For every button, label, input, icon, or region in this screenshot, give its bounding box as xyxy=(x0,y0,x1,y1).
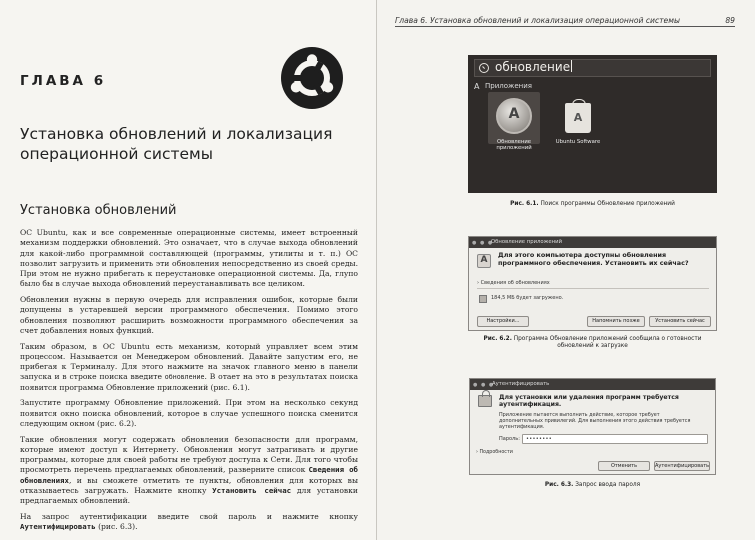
paragraph-5-part-b: , и вы сможете отметить те пункты, обновления для которых вы отказываетесь загружать. Нажмите кнопку xyxy=(20,475,358,495)
download-size-text: 184,5 МБ будет загружено. xyxy=(491,295,564,301)
ubuntu-software-glyph: A xyxy=(573,111,583,124)
password-label: Пароль: xyxy=(499,436,520,442)
paragraph-6-part-b: (рис. 6.3). xyxy=(98,522,138,531)
paragraph-6 xyxy=(20,512,358,533)
figure-6-3-caption xyxy=(469,482,716,489)
auth-dialog-titlebar[interactable] xyxy=(470,379,715,390)
update-details-expander[interactable]: › Сведения об обновлениях xyxy=(477,280,550,286)
paragraph-3 xyxy=(20,342,358,393)
figure-6-2-caption-text: Программа Обновление приложений сообщила о готовности обновлений к загрузке xyxy=(513,336,702,349)
paragraph-5-part-c: для установки предлагаемых обновлений. xyxy=(20,485,358,505)
search-icon xyxy=(479,63,489,73)
app-tile-software-updater[interactable] xyxy=(488,92,540,144)
chapter-label: ГЛАВА 6 xyxy=(20,73,107,89)
paragraph-5 xyxy=(20,435,358,507)
window-controls-icon[interactable]: ● ● ● xyxy=(472,240,494,246)
chapter-title: Установка обновлений и локализация операционной системы xyxy=(20,125,333,163)
divider xyxy=(477,288,709,289)
figure-6-3-dialog xyxy=(469,378,716,475)
figure-6-1-caption xyxy=(468,201,717,208)
dialog-titlebar[interactable] xyxy=(469,237,716,248)
figure-6-1-caption-number: Рис. 6.1. xyxy=(510,201,539,207)
package-icon xyxy=(479,295,487,303)
auth-heading: Для установки или удаления программ требуется аутентификация. xyxy=(499,394,679,409)
paragraph-5-bold-1: Сведения об обновлениях xyxy=(20,465,359,485)
body-text xyxy=(20,228,358,538)
page-number: 89 xyxy=(725,16,735,25)
right-page xyxy=(377,0,755,540)
paragraph-6-part-a: На запрос аутентификации введите свой пароль и нажмите кнопку xyxy=(20,511,358,521)
left-page xyxy=(0,0,377,540)
figure-6-2-caption xyxy=(468,336,717,350)
updater-icon xyxy=(477,254,491,268)
details-expander[interactable]: › Подробности xyxy=(476,450,513,455)
paragraph-1: ОС Ubuntu, как и все современные операционные системы, имеет встроенный механизм поддержки обновлений. Это означает, что в случае выхода обновлений для какой-либо программной составляющей (программы, утилиты и т. п.) ОС позволит загрузить и применить эти обновления непосредственно из своей среды. При этом не нужно прибегать к переустановке операционной системы. Да, глупо было бы в случае выхода обновлений переустанавливать все целиком. xyxy=(20,228,358,289)
text-cursor xyxy=(571,60,572,72)
auth-dialog-title: Аутентифицировать xyxy=(492,381,550,387)
updater-glyph: A xyxy=(480,255,488,265)
running-header-text: Глава 6. Установка обновлений и локализация операционной системы xyxy=(395,16,680,25)
dash-search-value: обновление xyxy=(495,60,571,74)
figure-6-3-caption-text: Запрос ввода пароля xyxy=(575,482,641,488)
search-term-code: обновление xyxy=(164,373,205,382)
app-label-software-updater[interactable]: Обновление приложений xyxy=(496,139,532,152)
software-updater-glyph: A xyxy=(508,106,520,122)
software-updater-icon xyxy=(496,98,532,134)
paragraph-3-part-a: Таким образом, в ОС Ubuntu есть механизм, который управляет всем этим процессом. Называется он Менеджером обновлений. Давайте запустим его, не прибегая к Терминалу. Для этого нажмите на значок главного меню в панели запуска и в строке поиска введите xyxy=(20,341,358,382)
authenticate-button[interactable]: Аутентифицировать xyxy=(655,463,710,469)
paragraph-3-part-b: . В отает на это в результатах поиска появится программа Обновление приложений (рис. 6.1). xyxy=(20,372,358,392)
cancel-button[interactable]: Отменить xyxy=(598,461,650,471)
auth-description: Приложение пытается выполнить действие, которое требует дополнительных привилегий. Для выполнения этого действия требуется аутентификация. xyxy=(499,412,691,430)
dash-search-input[interactable] xyxy=(495,60,572,74)
figure-6-2-dialog xyxy=(468,236,717,331)
section-title: Установка обновлений xyxy=(20,203,177,218)
settings-button[interactable]: Настройки... xyxy=(477,316,529,327)
apps-icon: A xyxy=(474,82,480,91)
paragraph-5-bold-2: Установить сейчас xyxy=(212,485,292,495)
remind-later-button[interactable]: Напомнить позже xyxy=(587,316,645,327)
password-input[interactable]: •••••••• xyxy=(522,434,708,444)
dialog-title: Обновление приложений xyxy=(491,239,563,245)
app-label-ubuntu-software[interactable]: Ubuntu Software xyxy=(555,139,601,145)
figure-6-1-screenshot xyxy=(468,55,717,193)
window-controls-icon[interactable]: ● ● ● xyxy=(473,382,495,388)
figure-6-3-caption-number: Рис. 6.3. xyxy=(544,482,574,488)
paragraph-4: Запустите программу Обновление приложений. При этом на несколько секунд появится окно поиска обновлений, которое в случае успешного поиска сменится следующим окном (рис. 6.2). xyxy=(20,398,358,428)
dialog-heading: Для этого компьютера доступны обновления программного обеспечения. Установить их сейчас? xyxy=(498,251,689,267)
paragraph-2: Обновления нужны в первую очередь для исправления ошибок, которые были допущены в устаревшей версии программного обеспечения. Помимо этого обновления позволяют расширить возможности программного обеспечения за счет добавления новых функций. xyxy=(20,295,358,335)
dash-search-bar[interactable] xyxy=(474,59,711,77)
lock-icon xyxy=(478,395,492,407)
paragraph-6-bold: Аутентифицировать xyxy=(20,522,96,531)
ubuntu-software-bag-icon[interactable] xyxy=(565,103,591,133)
ubuntu-logo-icon xyxy=(280,46,344,110)
figure-6-2-caption-number: Рис. 6.2. xyxy=(483,336,512,342)
figure-6-1-caption-text: Поиск программы Обновление приложений xyxy=(540,201,675,207)
category-label: Приложения xyxy=(485,82,532,90)
install-now-button[interactable]: Установить сейчас xyxy=(649,316,711,327)
paragraph-5-part-a: Такие обновления могут содержать обновления безопасности для программ, которые имеют доступ к Интернету. Обновления могут затрагивать и другие программы, которые для своей работы не требуют доступа к Сети. Для того чтобы просмотреть перечень предлагаемых обновлений, разверните список xyxy=(20,434,358,475)
running-header xyxy=(395,16,735,27)
